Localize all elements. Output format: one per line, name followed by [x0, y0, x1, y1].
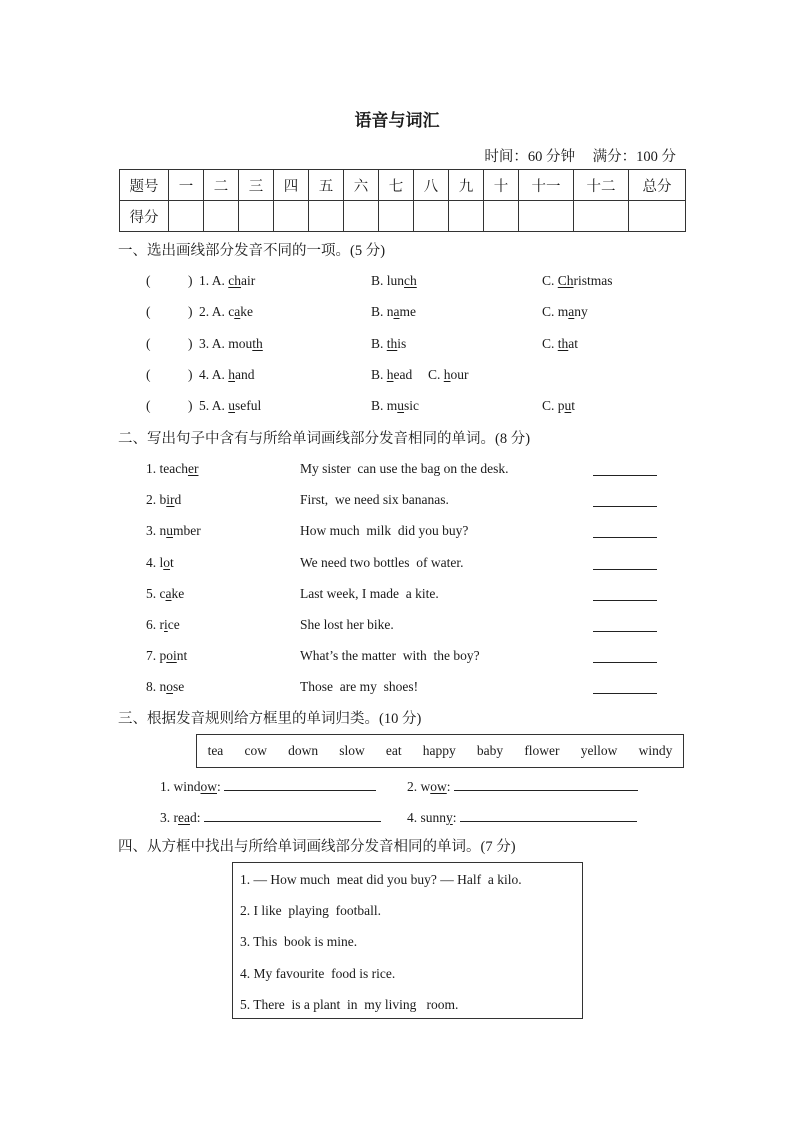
given-word-text-underlined: o — [163, 554, 171, 570]
option-c-word — [558, 304, 588, 319]
box-word: cow — [244, 743, 267, 758]
score-header-cell: 总分 — [629, 170, 686, 201]
given-word-text-underlined: o — [166, 679, 173, 695]
box-sentence: 3. This book is mine. — [240, 934, 358, 950]
category-word — [407, 779, 451, 794]
score-input-cell[interactable] — [239, 201, 274, 232]
given-word-text — [146, 461, 198, 476]
category-answer-line[interactable] — [454, 776, 638, 791]
score-table — [119, 169, 686, 232]
section1-heading: 一、选出画线部分发音不同的一项。(5 分) — [118, 243, 386, 259]
given-word-text-post: d — [174, 492, 182, 508]
option-c-label: C. — [542, 398, 558, 413]
option-a-word-post: seful — [235, 398, 262, 413]
box-word: down — [288, 743, 319, 758]
answer-line-underscore[interactable] — [593, 617, 657, 632]
option-a — [199, 273, 255, 289]
score-header-cell: 三 — [239, 170, 274, 201]
box-word: baby — [476, 743, 504, 758]
category-word — [160, 810, 201, 825]
sentence: First, we need six bananas. — [300, 492, 449, 508]
option-c-label: C. — [542, 273, 558, 288]
category-word-post: d: — [189, 810, 201, 825]
option-a-word-post: ke — [240, 304, 254, 319]
given-word-text-underlined: a — [165, 585, 172, 601]
option-a — [199, 304, 253, 320]
option-b-word-underlined: a — [393, 304, 400, 319]
score-input-cell[interactable] — [344, 201, 379, 232]
page-title: 语音与词汇 — [354, 111, 440, 130]
given-word — [146, 461, 198, 477]
given-word — [146, 523, 201, 539]
score-input-cell[interactable] — [629, 201, 686, 232]
score-header-cell: 十一 — [519, 170, 574, 201]
category-item — [407, 776, 638, 795]
option-a — [199, 398, 261, 414]
option-b-word-pre: m — [386, 398, 398, 413]
option-c — [542, 336, 578, 352]
option-c-word-post: our — [450, 367, 469, 382]
score-header-cell: 一 — [169, 170, 204, 201]
full-score: 满分：100 分 — [592, 149, 676, 165]
score-row-label: 得分 — [120, 201, 169, 232]
answer-line — [593, 617, 657, 636]
category-item — [407, 807, 637, 826]
option-c — [542, 304, 588, 320]
answer-paren-open: ( — [146, 398, 151, 413]
category-word — [407, 810, 457, 825]
box-sentence: 4. My favourite food is rice. — [240, 965, 396, 981]
given-word — [146, 679, 184, 695]
score-table-header-row — [120, 170, 686, 201]
section4-sentence-box — [232, 862, 583, 1019]
answer-line — [593, 523, 657, 542]
given-word-text-pre: 8. n — [146, 679, 167, 695]
option-b-label: B. — [371, 304, 387, 319]
option-c — [542, 273, 613, 289]
score-header-cell: 十二 — [574, 170, 629, 201]
option-a-word-post: air — [241, 273, 256, 288]
option-a-word-post: and — [235, 367, 255, 382]
box-word: yellow — [580, 743, 618, 758]
given-word-text — [146, 523, 201, 538]
option-c-word-post: at — [568, 336, 579, 351]
section3-word-box — [196, 734, 684, 768]
answer-paren-close: ) — [188, 304, 193, 319]
category-word-pre: 1. wind — [160, 779, 201, 794]
category-word — [160, 779, 221, 794]
question-number: 4. A. — [199, 367, 229, 382]
given-word-text-post: t — [170, 554, 174, 570]
option-b-word — [387, 398, 419, 413]
answer-paren-close: ) — [188, 367, 193, 382]
answer-line — [593, 492, 657, 511]
score-header-cell: 七 — [379, 170, 414, 201]
question-number: 2. A. — [199, 304, 229, 319]
option-c-label: C. — [428, 367, 444, 382]
answer-paren-open: ( — [146, 304, 151, 319]
sentence: We need two bottles of water. — [300, 554, 464, 570]
answer-paren-close: ) — [188, 273, 193, 288]
answer-blank[interactable] — [156, 367, 186, 383]
score-header-cell: 四 — [274, 170, 309, 201]
category-word-underlined: ea — [178, 810, 190, 825]
answer-line-underscore[interactable] — [593, 679, 657, 694]
option-b-label: B. — [371, 273, 387, 288]
score-header-cell: 二 — [204, 170, 239, 201]
given-word — [146, 492, 181, 508]
category-answer-line[interactable] — [224, 776, 376, 791]
section3-heading: 三、根据发音规则给方框里的单词归类。(10 分) — [118, 711, 422, 727]
answer-line — [593, 648, 657, 667]
given-word-text-pre: 1. teach — [146, 461, 188, 476]
option-a-word — [228, 367, 254, 382]
category-item — [160, 776, 376, 795]
given-word — [146, 648, 187, 664]
option-c-word-underlined: th — [557, 336, 569, 351]
score-header-cell: 九 — [449, 170, 484, 201]
option-a-word — [228, 304, 253, 319]
question-number: 5. A. — [199, 398, 229, 413]
category-answer-line[interactable] — [204, 807, 381, 822]
option-c-word — [558, 273, 613, 288]
given-word-text-underlined: oi — [166, 648, 177, 664]
option-a-word-underlined: h — [228, 367, 236, 382]
score-input-cell[interactable] — [449, 201, 484, 232]
answer-line-underscore[interactable] — [593, 586, 657, 601]
box-word: eat — [385, 743, 402, 758]
answer-line — [593, 586, 657, 605]
score-input-cell[interactable] — [274, 201, 309, 232]
score-input-cell[interactable] — [574, 201, 629, 232]
option-b-word — [387, 273, 417, 288]
option-a-word — [228, 336, 263, 351]
option-c-word-underlined: a — [568, 304, 575, 319]
given-word-text-underlined: i — [164, 617, 168, 632]
sentence: What’s the matter with the boy? — [300, 648, 480, 664]
score-header-cell: 五 — [309, 170, 344, 201]
score-table-score-row — [120, 201, 686, 232]
time-limit: 时间：60 分钟 — [484, 149, 575, 165]
question-number: 1. A. — [199, 273, 229, 288]
option-b-label: B. — [371, 398, 387, 413]
score-input-cell[interactable] — [519, 201, 574, 232]
option-b-word-underlined: ch — [404, 273, 417, 288]
box-word: flower — [524, 743, 560, 758]
option-c — [428, 367, 469, 383]
option-b — [371, 367, 412, 383]
option-c-word-post: ny — [574, 304, 588, 319]
option-c-word-underlined: u — [564, 398, 572, 413]
category-word-underlined: ow — [200, 779, 217, 794]
category-word-underlined: y — [446, 810, 453, 825]
answer-paren-open: ( — [146, 367, 151, 382]
option-b-word-post: me — [399, 304, 417, 319]
given-word-text-pre: 6. r — [146, 617, 164, 632]
answer-blank[interactable] — [156, 336, 186, 352]
option-c-word — [558, 398, 575, 413]
question-number: 3. A. — [199, 336, 229, 351]
category-word-pre: 2. w — [407, 779, 431, 794]
given-word-text-post: nt — [176, 648, 188, 664]
answer-blank[interactable] — [156, 398, 186, 414]
score-input-cell[interactable] — [414, 201, 449, 232]
option-a-word-underlined: ch — [228, 273, 242, 288]
score-header-cell: 题号 — [120, 170, 169, 201]
box-sentence: 2. I like playing football. — [240, 903, 381, 919]
exam-meta — [470, 145, 676, 166]
given-word-text-pre: 5. c — [146, 585, 166, 601]
score-header-cell: 十 — [484, 170, 519, 201]
given-word-text — [146, 679, 184, 694]
box-word: tea — [207, 743, 224, 758]
answer-line — [593, 679, 657, 698]
option-b-label: B. — [371, 367, 387, 382]
option-a-word — [228, 273, 255, 288]
option-b — [371, 336, 406, 352]
answer-line — [593, 461, 657, 480]
option-b-word — [387, 304, 416, 319]
given-word-text-pre: 3. n — [146, 523, 167, 539]
answer-paren-open: ( — [146, 273, 151, 288]
answer-line-underscore[interactable] — [593, 523, 657, 538]
option-b-word — [387, 336, 407, 351]
sentence: Last week, I made a kite. — [300, 585, 439, 601]
option-c — [542, 398, 575, 414]
option-b-word-pre: n — [386, 304, 394, 319]
given-word-text-underlined: ir — [166, 492, 175, 508]
answer-line-underscore[interactable] — [593, 555, 657, 570]
given-word-text-pre: 4. l — [146, 554, 164, 570]
option-b — [371, 304, 416, 320]
category-word-post: : — [452, 810, 457, 825]
option-b — [371, 398, 419, 414]
answer-blank[interactable] — [156, 304, 186, 320]
box-word: windy — [638, 743, 673, 758]
option-c-label: C. — [542, 304, 558, 319]
category-answer-line[interactable] — [460, 807, 637, 822]
option-b-label: B. — [371, 336, 387, 351]
given-word-text-post: ke — [171, 585, 185, 601]
given-word-text — [146, 648, 187, 663]
given-word-text — [146, 586, 184, 601]
given-word-text-pre: 7. p — [146, 648, 167, 664]
given-word-text-underlined: er — [187, 461, 199, 476]
category-word-post: : — [446, 779, 451, 794]
answer-line — [593, 555, 657, 574]
category-word-pre: 3. r — [160, 810, 178, 825]
score-header-cell: 八 — [414, 170, 449, 201]
sentence: Those are my shoes! — [300, 679, 419, 695]
option-c-word-pre: p — [557, 398, 565, 413]
option-a — [199, 336, 263, 352]
option-a-word-underlined: th — [252, 336, 263, 351]
option-a-word — [228, 398, 261, 413]
option-a-word-pre: c — [228, 304, 235, 319]
given-word-text — [146, 555, 174, 570]
option-b-word-post: ead — [393, 367, 413, 382]
option-c-word-underlined: h — [443, 367, 451, 382]
given-word-text-post: se — [173, 679, 185, 695]
given-word-text-underlined: u — [166, 523, 173, 539]
option-c-word-pre: m — [557, 304, 569, 319]
box-sentence: 1. — How much meat did you buy? — Half a kilo. — [240, 872, 522, 887]
score-input-cell[interactable] — [169, 201, 204, 232]
box-word: happy — [422, 743, 456, 758]
option-c-word-post: ristmas — [573, 273, 613, 288]
option-b-word-pre: lun — [386, 273, 405, 288]
given-word-text-post: mber — [173, 523, 201, 539]
given-word-text — [146, 617, 180, 632]
score-header-cell: 六 — [344, 170, 379, 201]
option-b — [371, 273, 417, 289]
given-word — [146, 586, 184, 602]
sentence: My sister can use the bag on the desk. — [300, 461, 509, 476]
score-input-cell[interactable] — [309, 201, 344, 232]
option-b-word-post: is — [397, 336, 407, 351]
given-word — [146, 617, 180, 633]
answer-paren-open: ( — [146, 336, 151, 351]
score-input-cell[interactable] — [484, 201, 519, 232]
answer-line-underscore[interactable] — [593, 461, 657, 476]
option-c-word-underlined: Ch — [557, 273, 574, 288]
category-word-pre: 4. sunn — [407, 810, 447, 825]
given-word-text — [146, 492, 181, 507]
option-c-word — [444, 367, 469, 382]
category-word-post: : — [217, 779, 221, 794]
option-b-word-underlined: th — [386, 336, 398, 351]
option-b-word-underlined: u — [397, 398, 405, 413]
option-a — [199, 367, 255, 383]
given-word — [146, 555, 174, 571]
answer-blank[interactable] — [156, 273, 186, 289]
option-b-word-underlined: h — [386, 367, 394, 382]
category-word-underlined: ow — [430, 779, 447, 794]
score-input-cell[interactable] — [379, 201, 414, 232]
answer-paren-close: ) — [188, 336, 193, 351]
option-b-word — [387, 367, 412, 382]
option-c-label: C. — [542, 336, 558, 351]
sentence: How much milk did you buy? — [300, 523, 469, 539]
option-c-word-post: t — [571, 398, 576, 413]
option-b-word-post: sic — [404, 398, 420, 413]
option-a-word-underlined: a — [234, 304, 241, 319]
given-word-text-post: ce — [167, 617, 180, 632]
box-word: slow — [339, 743, 365, 758]
category-item — [160, 807, 381, 826]
box-sentence: 5. There is a plant in my living room. — [240, 996, 459, 1012]
given-word-text-pre: 2. b — [146, 492, 167, 508]
answer-line-underscore[interactable] — [593, 648, 657, 663]
section4-heading: 四、从方框中找出与所给单词画线部分发音相同的单词。(7 分) — [118, 839, 516, 855]
section2-heading: 二、写出句子中含有与所给单词画线部分发音相同的单词。(8 分) — [118, 431, 531, 447]
option-a-word-underlined: u — [228, 398, 236, 413]
score-input-cell[interactable] — [204, 201, 239, 232]
answer-line-underscore[interactable] — [593, 492, 657, 507]
option-a-word-pre: mou — [228, 336, 253, 351]
option-c-word — [558, 336, 578, 351]
answer-paren-close: ) — [188, 398, 193, 413]
sentence: She lost her bike. — [300, 617, 394, 632]
